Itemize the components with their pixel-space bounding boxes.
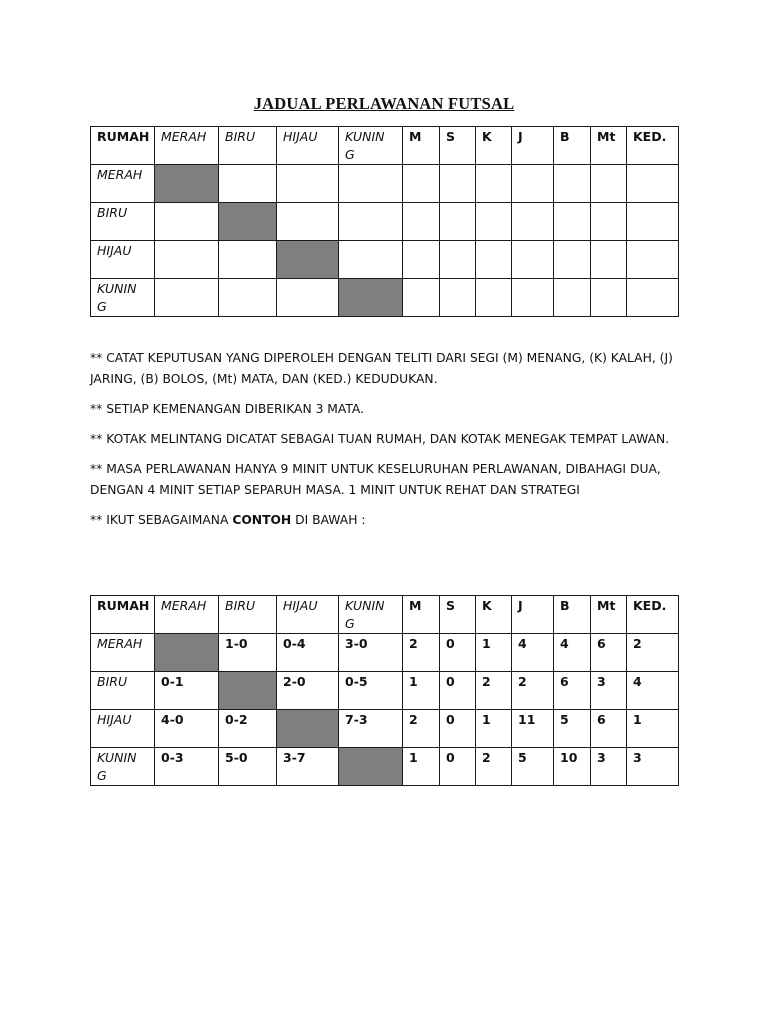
shaded-self-cell (155, 165, 219, 203)
score-cell: 0-4 (277, 634, 339, 672)
column-header-stat: KED. (627, 596, 679, 634)
row-header-team: HIJAU (91, 710, 155, 748)
shaded-self-cell (155, 634, 219, 672)
instructions (90, 348, 682, 540)
stat-cell: 2 (512, 672, 554, 710)
empty-stat-cell (512, 279, 554, 317)
stat-cell: 1 (476, 710, 512, 748)
column-header-stat: Mt (591, 596, 627, 634)
score-cell: 0-3 (155, 748, 219, 786)
shaded-self-cell (277, 241, 339, 279)
stat-cell: 1 (403, 748, 440, 786)
note-match-duration: ** MASA PERLAWANAN HANYA 9 MINIT UNTUK KESELURUHAN PERLAWANAN, DIBAHAGI DUA, DENGAN 4 MINIT SETIAP SEPARUH MASA. 1 MINIT UNTUK REHAT DAN STRATEGI (90, 462, 661, 497)
column-header-stat: KED. (627, 127, 679, 165)
column-header-stat: B (554, 127, 591, 165)
empty-stat-cell (512, 165, 554, 203)
column-header-stat: S (440, 596, 476, 634)
empty-stat-cell (627, 203, 679, 241)
stat-cell: 4 (512, 634, 554, 672)
note-points-per-win: ** SETIAP KEMENANGAN DIBERIKAN 3 MATA. (90, 402, 365, 416)
empty-score-cell (219, 279, 277, 317)
blank-schedule-table (90, 126, 679, 317)
table-row (91, 748, 679, 786)
row-header-team: BIRU (91, 672, 155, 710)
score-cell: 2-0 (277, 672, 339, 710)
empty-score-cell (339, 165, 403, 203)
empty-stat-cell (512, 241, 554, 279)
empty-stat-cell (403, 165, 440, 203)
stat-cell: 2 (403, 710, 440, 748)
stat-cell: 6 (591, 710, 627, 748)
empty-stat-cell (591, 241, 627, 279)
empty-score-cell (155, 241, 219, 279)
row-header-team: BIRU (91, 203, 155, 241)
empty-stat-cell (476, 241, 512, 279)
document-title: JADUAL PERLAWANAN FUTSAL (253, 94, 515, 113)
note-see-example (90, 510, 682, 531)
empty-stat-cell (554, 203, 591, 241)
column-header-team: HIJAU (277, 127, 339, 165)
stat-cell: 3 (627, 748, 679, 786)
empty-score-cell (277, 203, 339, 241)
stat-cell: 6 (554, 672, 591, 710)
score-cell: 3-0 (339, 634, 403, 672)
stat-cell: 0 (440, 748, 476, 786)
row-header-team: MERAH (91, 165, 155, 203)
column-header-team: BIRU (219, 127, 277, 165)
table-row (91, 634, 679, 672)
column-header-stat: M (403, 127, 440, 165)
example-header-row (91, 596, 679, 634)
empty-stat-cell (554, 241, 591, 279)
shaded-self-cell (277, 710, 339, 748)
stat-cell: 0 (440, 634, 476, 672)
empty-stat-cell (591, 203, 627, 241)
note-scoring-legend: ** CATAT KEPUTUSAN YANG DIPEROLEH DENGAN TELITI DARI SEGI (M) MENANG, (K) KALAH, (J) JARING, (B) BOLOS, (Mt) MATA, DAN (KED.) KEDUDUKAN. (90, 351, 673, 386)
empty-score-cell (277, 165, 339, 203)
column-header-rumah: RUMAH (91, 596, 155, 634)
note-see-example-bold: CONTOH (232, 513, 292, 527)
stat-cell: 0 (440, 710, 476, 748)
score-cell: 7-3 (339, 710, 403, 748)
stat-cell: 1 (476, 634, 512, 672)
column-header-stat: K (476, 127, 512, 165)
empty-stat-cell (403, 279, 440, 317)
row-header-team: KUNIN G (91, 748, 155, 786)
column-header-stat: S (440, 127, 476, 165)
stat-cell: 5 (512, 748, 554, 786)
score-cell: 0-5 (339, 672, 403, 710)
stat-cell: 1 (627, 710, 679, 748)
stat-cell: 2 (476, 748, 512, 786)
empty-stat-cell (554, 279, 591, 317)
shaded-self-cell (339, 279, 403, 317)
empty-stat-cell (554, 165, 591, 203)
stat-cell: 3 (591, 748, 627, 786)
empty-stat-cell (627, 165, 679, 203)
empty-score-cell (339, 241, 403, 279)
stat-cell: 3 (591, 672, 627, 710)
stat-cell: 2 (627, 634, 679, 672)
stat-cell: 6 (591, 634, 627, 672)
empty-stat-cell (591, 165, 627, 203)
row-header-team: HIJAU (91, 241, 155, 279)
empty-stat-cell (403, 241, 440, 279)
empty-stat-cell (440, 241, 476, 279)
stat-cell: 2 (476, 672, 512, 710)
note-home-away: ** KOTAK MELINTANG DICATAT SEBAGAI TUAN RUMAH, DAN KOTAK MENEGAK TEMPAT LAWAN. (90, 432, 670, 446)
empty-stat-cell (512, 203, 554, 241)
score-cell: 1-0 (219, 634, 277, 672)
empty-stat-cell (627, 279, 679, 317)
column-header-team: MERAH (155, 596, 219, 634)
shaded-self-cell (219, 203, 277, 241)
empty-stat-cell (403, 203, 440, 241)
empty-stat-cell (440, 279, 476, 317)
table-row (91, 203, 679, 241)
empty-stat-cell (440, 165, 476, 203)
column-header-rumah: RUMAH (91, 127, 155, 165)
column-header-stat: Mt (591, 127, 627, 165)
shaded-self-cell (339, 748, 403, 786)
score-cell: 5-0 (219, 748, 277, 786)
stat-cell: 4 (554, 634, 591, 672)
empty-score-cell (219, 241, 277, 279)
empty-score-cell (155, 279, 219, 317)
stat-cell: 5 (554, 710, 591, 748)
empty-score-cell (155, 203, 219, 241)
column-header-team: BIRU (219, 596, 277, 634)
empty-stat-cell (440, 203, 476, 241)
stat-cell: 2 (403, 634, 440, 672)
stat-cell: 0 (440, 672, 476, 710)
score-cell: 0-1 (155, 672, 219, 710)
table-row (91, 710, 679, 748)
table-row (91, 165, 679, 203)
empty-score-cell (277, 279, 339, 317)
score-cell: 3-7 (277, 748, 339, 786)
note-see-example-prefix: ** IKUT SEBAGAIMANA (90, 513, 233, 527)
score-cell: 4-0 (155, 710, 219, 748)
row-header-team: KUNIN G (91, 279, 155, 317)
column-header-team: MERAH (155, 127, 219, 165)
stat-cell: 11 (512, 710, 554, 748)
score-cell: 0-2 (219, 710, 277, 748)
stat-cell: 10 (554, 748, 591, 786)
column-header-stat: J (512, 596, 554, 634)
empty-stat-cell (476, 165, 512, 203)
stat-cell: 4 (627, 672, 679, 710)
column-header-team: KUNIN G (339, 596, 403, 634)
note-see-example-suffix: DI BAWAH : (291, 513, 366, 527)
shaded-self-cell (219, 672, 277, 710)
table-row (91, 279, 679, 317)
example-schedule-table (90, 595, 679, 786)
column-header-team: KUNIN G (339, 127, 403, 165)
column-header-stat: J (512, 127, 554, 165)
table-row (91, 241, 679, 279)
stat-cell: 1 (403, 672, 440, 710)
empty-stat-cell (476, 203, 512, 241)
blank-header-row (91, 127, 679, 165)
empty-stat-cell (476, 279, 512, 317)
table-row (91, 672, 679, 710)
empty-score-cell (219, 165, 277, 203)
column-header-team: HIJAU (277, 596, 339, 634)
empty-stat-cell (627, 241, 679, 279)
column-header-stat: K (476, 596, 512, 634)
empty-stat-cell (591, 279, 627, 317)
column-header-stat: B (554, 596, 591, 634)
empty-score-cell (339, 203, 403, 241)
row-header-team: MERAH (91, 634, 155, 672)
column-header-stat: M (403, 596, 440, 634)
